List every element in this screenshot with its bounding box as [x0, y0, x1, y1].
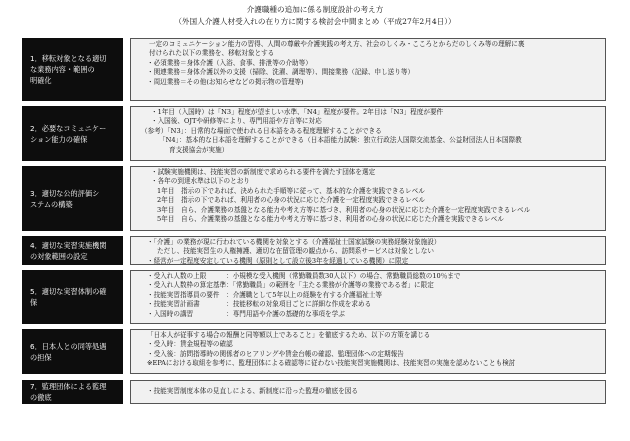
content-line: 1年目 指示の下であれば、決められた手順等に従って、基本的な介護を実践できるレベル	[157, 186, 425, 195]
row-3	[22, 166, 606, 231]
content-line: ・「介護」の業務が現に行われている機関を対象とする（介護福祉士国家試験の実務経験対象施設）	[147, 238, 441, 246]
content-line: （参考）「N3」：日常的な場面で使われる日本語をある程度理解することができる	[141, 126, 382, 135]
content-line: 2年目 指示の下であれば、利用者の心身の状況に応じた介護を一定程度実践できるレベル	[157, 196, 425, 205]
row-label-line: の担保	[30, 352, 52, 362]
content-line: ・関連業務＝身体介護以外の支援（掃除、洗濯、調理等）、間接業務（記録、申し送り等）	[147, 68, 415, 77]
row-label-line: 2．必要なコミュニケー	[30, 123, 107, 133]
row-label-line: 明確化	[30, 76, 52, 85]
row-5	[22, 270, 606, 324]
row-label	[22, 236, 123, 265]
row-content	[130, 38, 606, 101]
row-content	[130, 270, 606, 324]
row-content	[130, 380, 606, 404]
content-line: ・必須業務＝身体介護（入浴、食事、排泄等の介助等）	[147, 58, 312, 67]
content-line: ・受入時：賃金規程等の確認	[147, 340, 233, 349]
row-label-line: 5．適切な実習体制の確	[30, 287, 107, 296]
content-line: 3年目 自ら、介護業務の基盤となる能力や考え方等に基づき、利用者の心身の状況に応じた介護を一定程度実践できるレベル	[157, 205, 531, 214]
content-line: ・受入れ人数枠の算定基準：「常勤職員」の範囲を「主たる業務が介護等の業務である者」に限定	[147, 281, 434, 290]
row-content	[130, 166, 606, 231]
row-label	[22, 380, 123, 404]
row-content	[130, 329, 606, 374]
content-line: ・技能実習指導員の要件 ：介護職として5年以上の経験を有する介護福祉士等	[147, 290, 382, 299]
content-line: 「日本人が従事する場合の報酬と同等額以上であること」を徹底するため、以下の方策を講じる	[147, 331, 431, 339]
row-label	[22, 38, 123, 101]
row-7	[22, 380, 606, 404]
row-label-line: な業務内容・範囲の	[30, 65, 95, 74]
row-label-line: ステムの構築	[30, 199, 73, 209]
row-label	[22, 106, 123, 161]
row-label-line: の徹底	[30, 393, 52, 402]
content-line: ・経営が一定程度安定している機関（原則として設立後3年を経過している機関）に限定	[147, 256, 409, 265]
row-label-line: 3．適切な公的評価シ	[30, 188, 100, 198]
content-line: ・技能実習制度本体の見直しによる、新制度に沿った監理の徹底を図る	[147, 387, 358, 396]
row-label	[22, 166, 123, 231]
content-line: ・技能実習計画書 ：技能移転の対象項目ごとに詳細な作成を求める	[147, 300, 372, 309]
row-1	[22, 38, 606, 101]
content-line: ・入国後、OJTや研修等により、専門用語や方言等に対応	[151, 117, 322, 126]
content-line: ただし、技能実習生の人権擁護、適切な在留管理の観点から、訪問系サービスは対象としない	[157, 247, 434, 256]
content-line: 付けられた以下の業務を、移転対象とする	[149, 49, 275, 58]
content-line: ・入国時の講習 ：専門用語や介護の基礎的な事項を学ぶ	[147, 309, 345, 318]
row-content	[130, 236, 606, 265]
row-label	[22, 329, 123, 374]
row-2	[22, 106, 606, 161]
content-line: ・周辺業務＝その他(お知らせなどの掲示物の管理等)	[147, 77, 304, 86]
document-title	[0, 4, 630, 28]
row-4	[22, 236, 606, 265]
content-line: 「N4」：基本的な日本語を理解することができる（日本語能力試験：独立行政法人国際交流基金、公益財団法人日本国際教	[159, 136, 522, 145]
content-line: 5年目 自ら、介護業務の基盤となる能力や考え方等に基づき、利用者の心身の状況に応じた介護を実践できるレベル	[157, 215, 504, 224]
subtitle: （外国人介護人材受入れの在り方に関する検討会中間まとめ（平成27年2月4日））	[174, 17, 456, 26]
row-content	[130, 106, 606, 161]
row-label-line: 6．日本人との同等処遇	[30, 341, 107, 351]
row-label-line: 7．監理団体による監理	[30, 382, 107, 391]
content-line: ・各年の到達水準は以下のとおり	[151, 177, 250, 186]
content-line: ・受入れ人数の上限 ：小規模な受入機関（常勤職員数30人以下）の場合、常勤職員総数の10％まで	[147, 272, 461, 280]
row-label-line: ション能力の確保	[30, 134, 88, 144]
row-label-line: 保	[30, 298, 38, 307]
row-label-line: 1．移転対象となる適切	[30, 54, 107, 63]
content-line: ・1年目（入国時）は「N3」程度が望ましい水準、「N4」程度が要件。2年目は「N3」程度が要件	[151, 108, 444, 116]
row-label-line: 4．適切な実習実施機関	[30, 240, 107, 250]
content-line: ・受入後：訪問指導時の関係者のヒアリングや賃金台帳の確認、監理団体への定期報告	[147, 349, 404, 358]
row-label-line: の対象範囲の設定	[30, 251, 88, 261]
main-title: 介護職種の追加に係る制度設計の考え方	[246, 5, 384, 14]
row-label	[22, 270, 123, 324]
content-line: 育支援協会が実施）	[169, 145, 229, 154]
content-line: ・試験実施機関は、技能実習の新制度で求められる要件を満たす団体を選定	[151, 168, 376, 176]
row-6	[22, 329, 606, 374]
content-line: ※EPAにおける取組を参考に、監理団体による確認等に従わない技能実習実施機関は、技能実習の実施を認めないことも検討	[147, 359, 516, 368]
content-line: 一定のコミュニケーション能力の習得、人間の尊厳や介護実践の考え方、社会のしくみ・こころとからだのしくみ等の理解に裏	[149, 40, 525, 48]
